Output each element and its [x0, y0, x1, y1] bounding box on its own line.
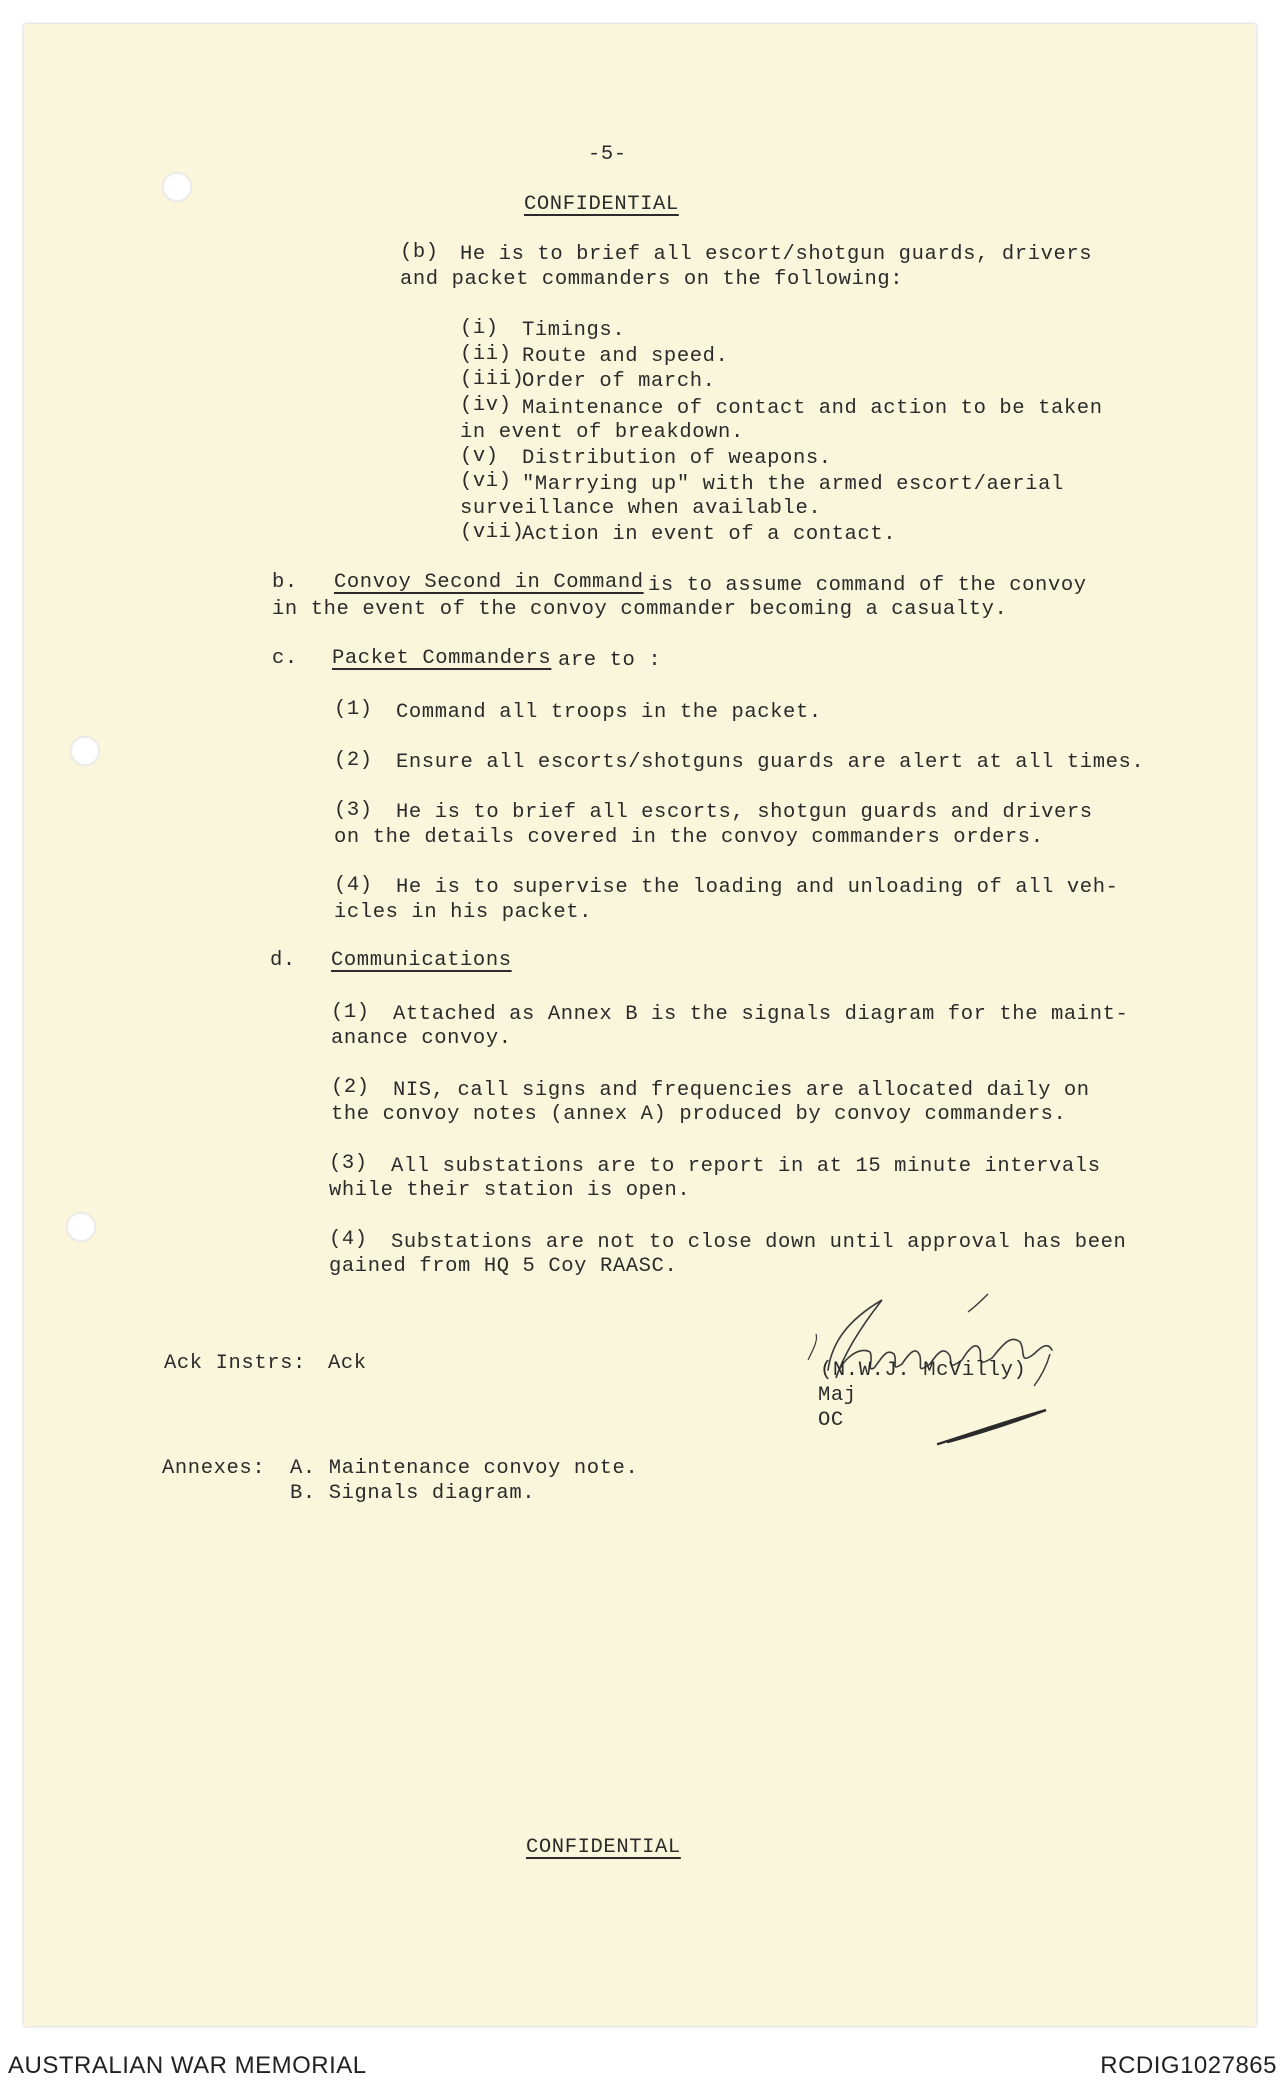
para-b-marker: (b): [400, 241, 439, 264]
footer-record-id: RCDIG1027865: [1100, 2052, 1277, 2079]
section-d-item-2-line2: the convoy notes (annex A) produced by convoy commanders.: [331, 1103, 1067, 1126]
signatory-name: (N.W.J. McVilly): [820, 1359, 1027, 1382]
section-b-line2: in the event of the convoy commander becoming a casualty.: [272, 598, 1008, 621]
signatory-appointment: OC: [818, 1409, 844, 1432]
annex-a: A. Maintenance convoy note.: [290, 1457, 639, 1480]
briefing-num-iv: (iv): [460, 394, 512, 417]
section-c-item-1: Command all troops in the packet.: [396, 701, 822, 724]
section-b-heading: Convoy Second in Command: [334, 571, 644, 594]
briefing-text-i: Timings.: [522, 319, 626, 342]
punch-hole-bottom: [66, 1212, 96, 1242]
section-b-letter: b.: [272, 571, 298, 594]
section-c-heading: Packet Commanders: [332, 647, 552, 670]
annex-b: B. Signals diagram.: [290, 1482, 536, 1505]
para-b-line2: and packet commanders on the following:: [400, 268, 904, 291]
briefing-num-ii: (ii): [460, 343, 512, 366]
section-d-num-4: (4): [329, 1228, 368, 1251]
para-b-line1: He is to brief all escort/shotgun guards, drivers: [460, 243, 1093, 266]
section-c-num-2: (2): [334, 749, 373, 772]
section-c-item-4-line1: He is to supervise the loading and unloading of all veh-: [396, 876, 1119, 899]
section-d-item-3-line2: while their station is open.: [329, 1179, 691, 1202]
briefing-num-v: (v): [460, 445, 499, 468]
section-d-num-3: (3): [329, 1152, 368, 1175]
section-c-item-2: Ensure all escorts/shotguns guards are alert at all times.: [396, 751, 1145, 774]
signatory-rank: Maj: [818, 1384, 857, 1407]
section-c-item-3-line1: He is to brief all escorts, shotgun guards and drivers: [396, 801, 1093, 824]
briefing-text-iii: Order of march.: [522, 370, 716, 393]
punch-hole-middle: [70, 736, 100, 766]
section-c-item-4-line2: icles in his packet.: [334, 901, 593, 924]
classification-bottom: CONFIDENTIAL: [526, 1836, 681, 1859]
section-d-letter: d.: [270, 949, 296, 972]
section-c-rest: are to :: [558, 649, 662, 672]
briefing-text-ii: Route and speed.: [522, 345, 729, 368]
section-c-letter: c.: [272, 647, 298, 670]
ack-value: Ack: [328, 1352, 367, 1375]
ack-label: Ack Instrs:: [164, 1352, 306, 1375]
section-d-num-1: (1): [331, 1001, 370, 1024]
briefing-text-vii: Action in event of a contact.: [522, 523, 897, 546]
briefing-num-vii: (vii): [460, 521, 525, 544]
footer-archive-name: AUSTRALIAN WAR MEMORIAL: [8, 2052, 367, 2079]
section-c-item-3-line2: on the details covered in the convoy commanders orders.: [334, 826, 1044, 849]
section-c-num-1: (1): [334, 698, 373, 721]
section-d-item-1-line1: Attached as Annex B is the signals diagram for the maint-: [393, 1003, 1129, 1026]
section-d-heading: Communications: [331, 949, 512, 972]
section-c-num-3: (3): [334, 799, 373, 822]
briefing-text-vi: "Marrying up" with the armed escort/aerial: [522, 473, 1064, 496]
section-d-item-4-line1: Substations are not to close down until approval has been: [391, 1231, 1127, 1254]
briefing-num-i: (i): [460, 317, 499, 340]
punch-hole-top: [162, 172, 192, 202]
briefing-text-v: Distribution of weapons.: [522, 447, 832, 470]
section-c-num-4: (4): [334, 874, 373, 897]
section-d-item-1-line2: anance convoy.: [331, 1027, 512, 1050]
briefing-cont-vi: surveillance when available.: [460, 497, 822, 520]
annexes-label: Annexes:: [162, 1457, 266, 1480]
briefing-text-iv: Maintenance of contact and action to be taken: [522, 397, 1103, 420]
section-b-rest: is to assume command of the convoy: [648, 574, 1087, 597]
briefing-cont-iv: in event of breakdown.: [460, 421, 744, 444]
briefing-num-iii: (iii): [460, 368, 525, 391]
briefing-num-vi: (vi): [460, 470, 512, 493]
page-number: -5-: [588, 143, 627, 166]
section-d-item-3-line1: All substations are to report in at 15 minute intervals: [391, 1155, 1101, 1178]
classification-top: CONFIDENTIAL: [524, 193, 679, 216]
section-d-item-4-line2: gained from HQ 5 Coy RAASC.: [329, 1255, 678, 1278]
section-d-num-2: (2): [331, 1076, 370, 1099]
section-d-item-2-line1: NIS, call signs and frequencies are allocated daily on: [393, 1079, 1090, 1102]
